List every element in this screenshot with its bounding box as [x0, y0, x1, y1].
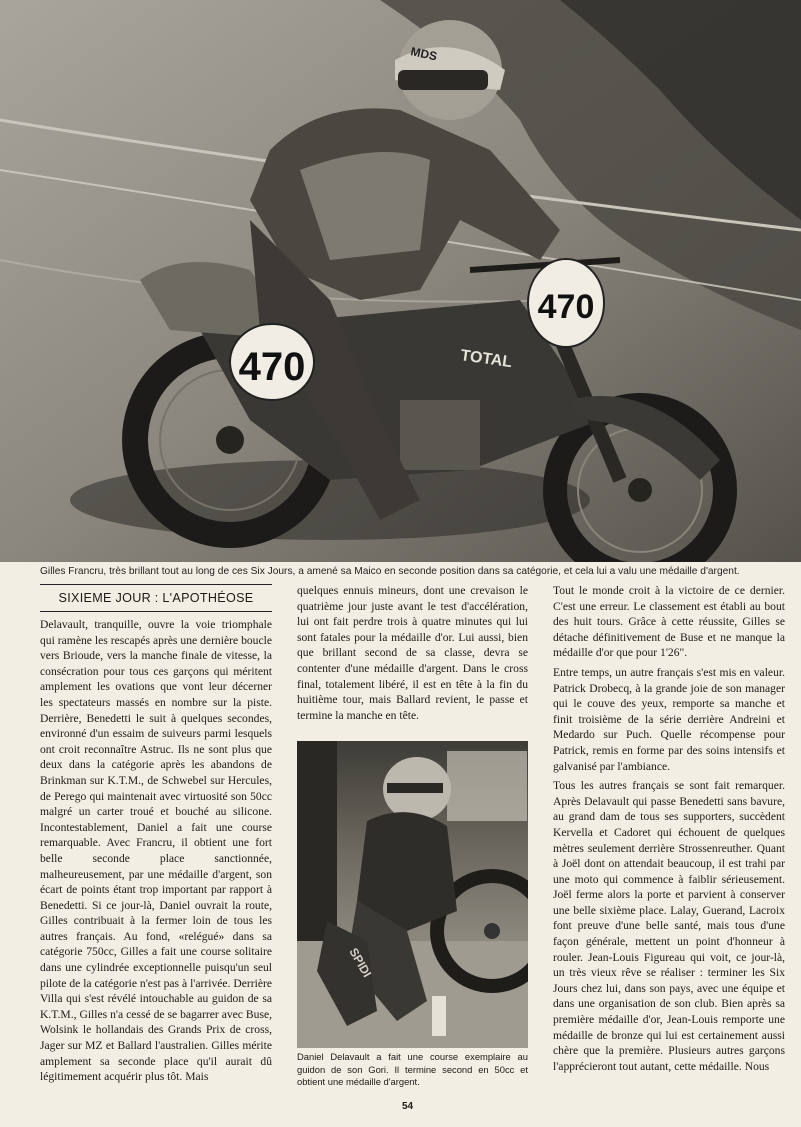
article-heading: SIXIEME JOUR : L'APOTHÉOSE	[40, 584, 272, 612]
motocross-rider-photo	[0, 0, 801, 562]
column-3-paragraph-2: Entre temps, un autre français s'est mis en valeur. Patrick Drobecq, à la grande joie de son manager qui le couve des yeux, remporte sa manche et finit troisième de la série derrière Andreini et Medardo sur Puch. Quelle récompense pour Patrick, remis en forme par des soins intensifs et galvanisé par l'ambiance.	[553, 665, 785, 773]
article-column-2	[297, 583, 528, 737]
top-photo-caption: Gilles Francru, très brillant tout au long de ces Six Jours, a amené sa Maico en seconde position dans sa catégorie, et cela lui a valu une médaille d'argent.	[40, 566, 740, 577]
article-column-1	[40, 617, 272, 1092]
front-number-plate: 470	[537, 288, 595, 326]
side-number-plate: 470	[238, 345, 306, 389]
page-number: 54	[402, 1101, 414, 1112]
rider-on-motorcycle-illustration	[0, 0, 801, 562]
rider-repairing-motorcycle-illustration	[297, 741, 528, 1048]
mechanic-photo	[297, 741, 528, 1048]
column-2-text: quelques ennuis mineurs, dont une crevaison le quatrième jour juste avant le test d'accélération, lui ont fait perdre trois à quatre minutes qui lui sont fatales pour la médaille d'or. Lui aussi, bien que brillant second de sa classe, devra se contenter d'une médaille d'argent. Dans le cross final, totalement libéré, il est en tête à la fin du huitième tour, mais Ballard revient, le passe et termine la manche en tête.	[297, 584, 528, 722]
column-3-paragraph-1: Tout le monde croit à la victoire de ce dernier. C'est une erreur. Le classement est établi au bout des huit tours. Grâce à cette réussite, Gilles se détache définitivement de Buse et ne manque la médaille d'or que pour 1'26".	[553, 584, 785, 660]
column-1-text: Delavault, tranquille, ouvre la voie triomphale qui ramène les rescapés après une dernière boucle vers Brioude, vers la manche finale de vitesse, la consécration pour tous ces garçons qui méritent amplement les ovations que vont leur décerner les spectateurs massés en nombre sur la piste. Derrière, Benedetti le suit à quelques secondes, environné d'un essaim de suiveurs parmi lesquels ont croit reconnaître Astruc. Ils ne sont plus que deux dans la catégorie après les abandons de Brinkman sur K.T.M., de Schwebel sur Hercules, de Perego qui maintenait avec virtuosité son 50cc malgré un carter troué et bouché au silicone. Incontestablement, Daniel a fait une course remarquable. Avec Francru, il obtient une fort belle seconde place sanctionnée, malheureusement, par une médaille d'argent, son écart de points étant trop important par rapport à Benedetti. Si ce jour-là, Daniel ouvrait la route, Gilles contribuait à la fermer loin de tous les autres français. Au fond, «relégué» dans sa catégorie 750cc, Gilles a fait une course solitaire dans une cylindrée exceptionnelle puisqu'un seul pilote de la catégorie n'est pas à l'arrivée. Derrière Villa qui s'est révélé intouchable au guidon de sa K.T.M., Gilles n'a cessé de se bagarrer avec Buse, Wolsink le hollandais des Grands Prix de cross, Jager sur MZ et Ballard l'australien. Gilles mérite amplement sa seconde place qu'il aurait dû légitimement acquérir plus tôt. Mais	[40, 618, 272, 1084]
tank-logo-text: TOTAL	[459, 347, 514, 372]
middle-photo-caption: Daniel Delavault a fait une course exemplaire au guidon de son Gori. Il termine second en 50cc et obtient une médaille d'argent.	[297, 1051, 528, 1087]
column-3-paragraph-3: Tous les autres français se sont fait remarquer. Après Delavault qui passe Benedetti sans bavure, au grand dam de tous ses supporters, succèdent Kervella et Cadoret qui échouent de quelques mètres seulement derrière Strossenreuther. Quant à Joël dont on attendait beaucoup, il est trahi par une moto qui commence à faiblir sérieusement. Joël ferme alors la porte et parvient à conserver une belle sixième place. Lalay, Guerand, Lacroix font preuve d'une belle santé, mais tous d'une façon générale, mettent un point d'honneur à rouler. Jean-Louis Figureau qui voit, ce jour-là, un très vieux rêve se réaliser : terminer les Six Jours chez lui, dans son pays, avec une équipe et dans une organisation de son club. Bien après sa première médaille d'or, Jean-Louis remporte une médaille de bronze qui lui est certainement aussi chère que la première. Plusieurs autres garçons l'apprécieront tout autant, cette médaille. Nous	[553, 779, 785, 1073]
article-column-3	[553, 583, 785, 1093]
helmet-logo-text: MDS	[409, 44, 439, 64]
jacket-logo-text: SPIDI	[346, 945, 375, 980]
